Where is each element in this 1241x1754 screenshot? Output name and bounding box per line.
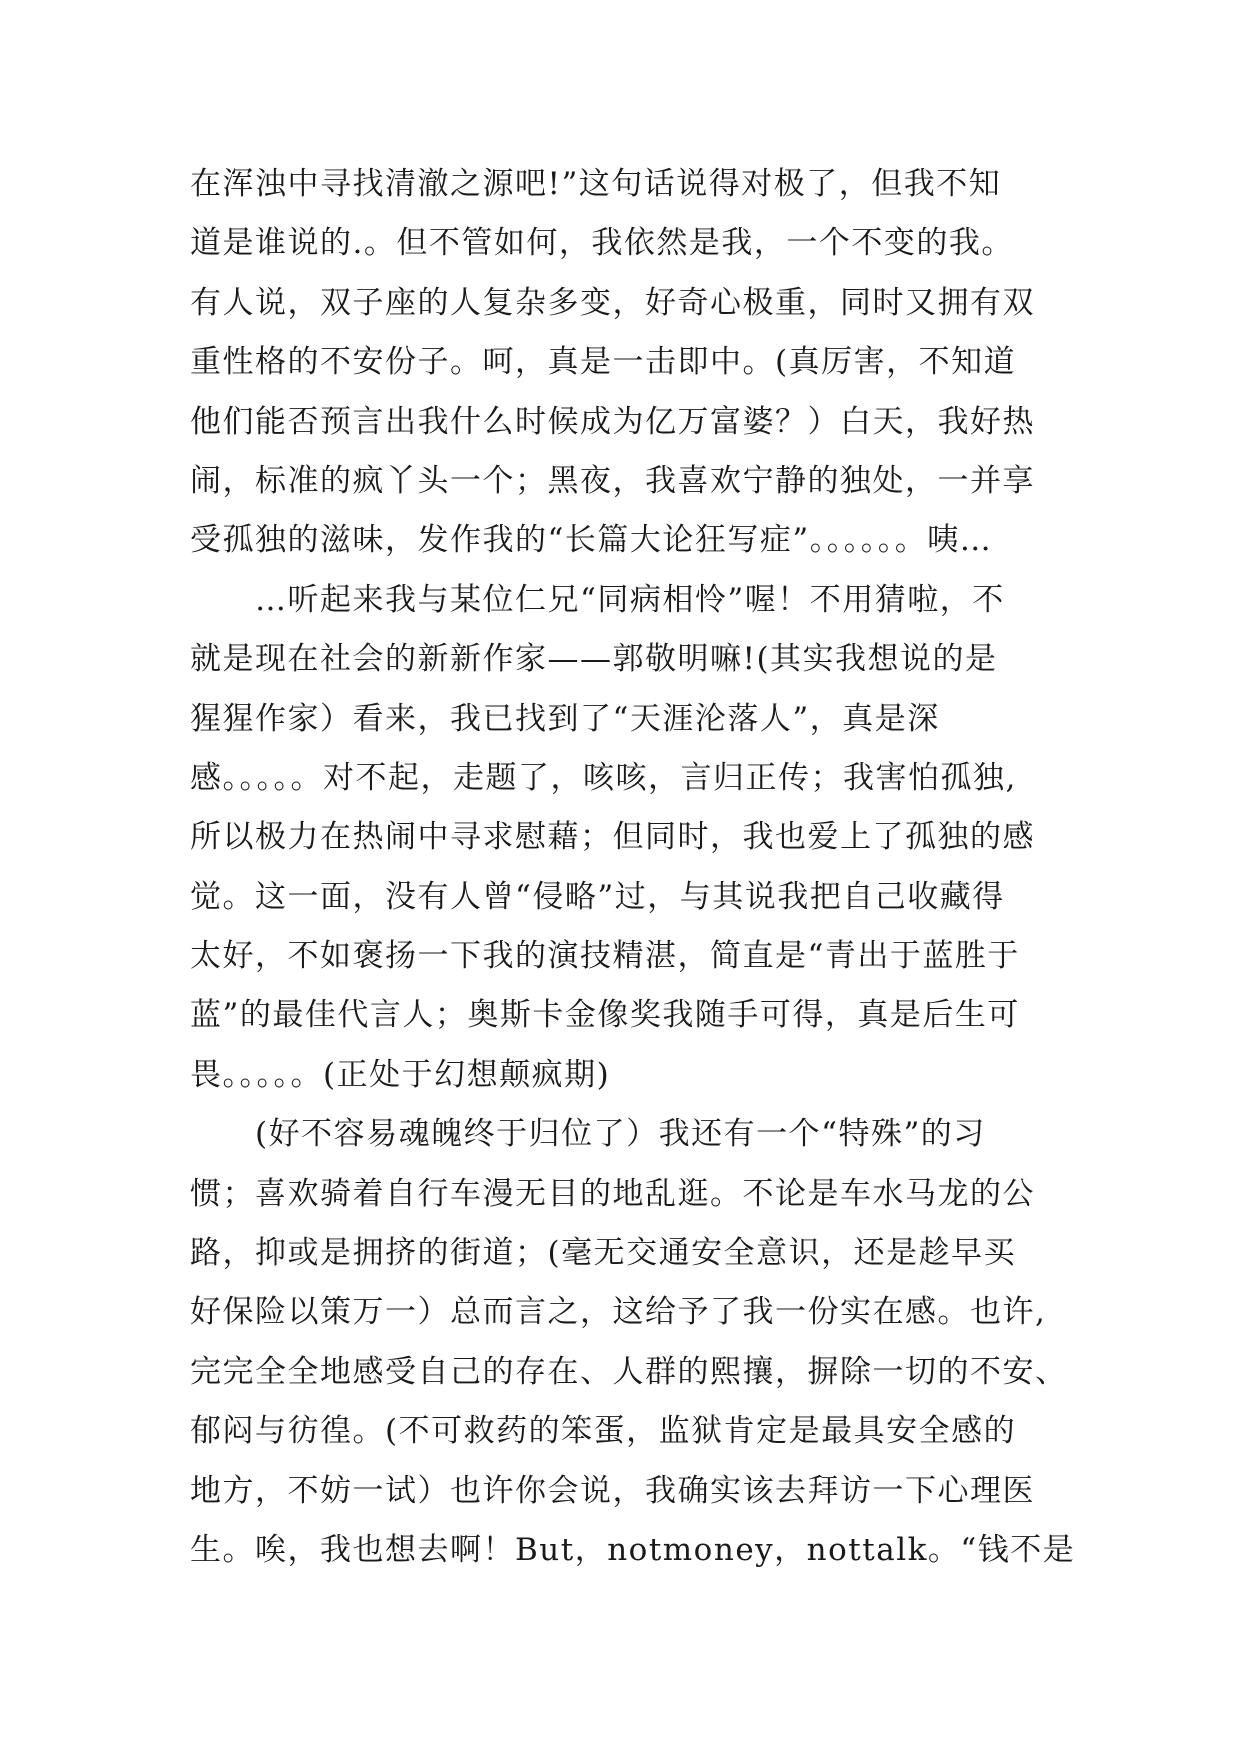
- text-line: 所以极力在热闹中寻求慰藉；但同时，我也爱上了孤独的感: [190, 819, 1035, 856]
- text-line: 完完全全地感受自己的存在、人群的熙攘，摒除一切的不安、: [190, 1353, 1068, 1390]
- text-line: 地方，不妨一试）也许你会说，我确实该去拜访一下心理医: [190, 1472, 1035, 1509]
- text-line: 畏。。。。。(正处于幻想颠疯期): [190, 1056, 611, 1093]
- text-line: 猩猩作家）看来，我已找到了“天涯沦落人”，真是深: [190, 700, 940, 737]
- text-line: 感。。。。。对不起，走题了，咳咳，言归正传；我害怕孤独,: [190, 759, 1017, 796]
- text-line: 太好，不如褒扬一下我的演技精湛，简直是“青出于蓝胜于: [190, 938, 1020, 975]
- text-line: 蓝”的最佳代言人；奥斯卡金像奖我随手可得，真是后生可: [190, 997, 1020, 1034]
- text-line: 就是现在社会的新新作家——郭敬明嘛!(其实我想说的是: [190, 641, 998, 678]
- text-line: 惯；喜欢骑着自行车漫无目的地乱逛。不论是车水马龙的公: [190, 1175, 1035, 1212]
- text-line: 道是谁说的.。但不管如何，我依然是我，一个不变的我。: [190, 225, 1014, 262]
- body-text: [190, 155, 1076, 1580]
- text-line: 觉。这一面，没有人曾“侵略”过，与其说我把自己收藏得: [190, 878, 1005, 915]
- text-line: 闹，标准的疯丫头一个；黑夜，我喜欢宁静的独处，一并享: [190, 462, 1035, 499]
- text-line: 生。唉，我也想去啊！But，notmoney，nottalk。“钱不是: [190, 1531, 1076, 1568]
- text-line: 他们能否预言出我什么时候成为亿万富婆？）白天，我好热: [190, 403, 1035, 440]
- text-line: 有人说，双子座的人复杂多变，好奇心极重，同时又拥有双: [190, 284, 1035, 321]
- text-line: 好保险以策万一）总而言之，这给予了我一份实在感。也许,: [190, 1294, 1047, 1331]
- text-line: 受孤独的滋味，发作我的“长篇大论狂写症”。。。。。。咦…: [190, 522, 993, 559]
- text-line: 路，抑或是拥挤的街道；(毫无交通安全意识，还是趁早买: [190, 1235, 1017, 1272]
- text-line: …听起来我与某位仁兄“同病相怜”喔！不用猜啦，不: [190, 581, 1005, 618]
- text-line: 重性格的不安份子。呵，真是一击即中。(真厉害，不知道: [190, 344, 1017, 381]
- text-line: 在浑浊中寻找清澈之源吧!”这句话说得对极了，但我不知: [190, 166, 1002, 202]
- text-line: 郁闷与彷徨。(不可救药的笨蛋，监狱肯定是最具安全感的: [190, 1413, 1017, 1450]
- text-line: (好不容易魂魄终于归位了）我还有一个“特殊”的习: [190, 1116, 986, 1153]
